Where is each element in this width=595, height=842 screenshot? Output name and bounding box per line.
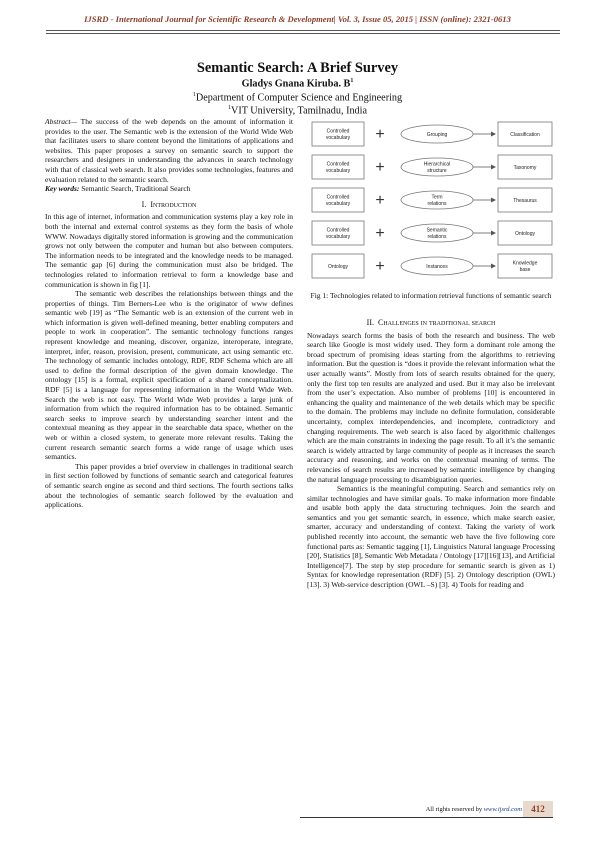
abstract-label: Abstract—	[45, 117, 78, 126]
department: Department of Computer Science and Engineering	[195, 92, 403, 104]
figure-right-label: Taxonomy	[513, 164, 537, 171]
keywords-text: Semantic Search, Traditional Search	[79, 184, 191, 194]
page-number: 412	[523, 801, 553, 817]
section-number: II.	[366, 318, 374, 327]
section-heading-introduction	[45, 200, 293, 210]
keywords	[45, 184, 293, 194]
right-column	[307, 318, 555, 590]
figure-arrow-head	[491, 165, 496, 170]
author-superscript: 1	[350, 78, 354, 84]
figure-right-label: Classification	[510, 131, 540, 138]
paper-title: Semantic Search: A Brief Survey	[196, 60, 399, 76]
figure-plus: +	[375, 225, 385, 242]
figure-row	[312, 188, 552, 212]
figure-row	[312, 155, 552, 179]
figure-row	[312, 221, 552, 245]
figure-middle-label: Grouping	[426, 131, 448, 138]
section-title: Challenges in traditional search	[378, 318, 496, 327]
affiliation-university	[0, 105, 595, 116]
header-rule	[46, 30, 560, 31]
challenges-paragraph-1: Nowadays search forms the basis of both the research and business. The web search like Google is most widely used. They form a dominant role among the broad spectrum of promising ideas starting from the algorithms to retrieving information. But the question is “does it provide the relevant information what the user actually wants”. Mostly from lots of search results obtained for the query, only the first top ten results are analyzed and used. But it may also be irrelevant from the user’s expectation. Also number of problems [10] is encountered in enhancing the quality and maintenance of the web details which may be specific to the domain. The problems may include no definite formulation, considerable uncertainty, complex interdependencies, and incomplete, contradictory and changing requirements. The web search is also faced by algorithmic challenges which are the main constraints in indexing the page result. To all it’s the semantic search is widely attracted by large community of people as it increases the search accuracy and reasoning, and works on the contextual meaning of terms. The relevancies of search results are increased by semantic intelligence by changing the natural language processing to disambiguation queries.	[307, 330, 555, 484]
site-link[interactable]: www.ijsrd.com	[483, 806, 522, 813]
figure-right-label: Thesaurus	[513, 197, 537, 204]
figure-middle-label: Instances	[426, 263, 448, 270]
figure-technologies	[309, 118, 555, 286]
intro-paragraph-3: This paper provides a brief overview in challenges in traditional search in first section followed by functions of semantic search and categorical features of semantic search engine as second and third sections. The fourth sections talks about the technologies of semantic search followed by the evaluation and applications.	[45, 461, 293, 510]
challenges-paragraph-2: Semantics is the meaningful computing. Search and semantics rely on similar technologies and have similar goals. To make information more findable and usable both apply the data structuring techniques. Join the search and semantics and you get semantic search, in essence, which make search easier, smarter, accuracy and understanding of context. Taking the variety of work published recently into account, the semantic web have the five following core functional parts as: Semantic tagging [1], Linguistics Natural language Processing [20], Statistics [8], Semantic Web Metadata / Ontology [17][16][13], and Artificial Intelligence[7]. The step by step procedure for semantic search is given as 1) Syntax for knowledge representation (RDF) [5]. 2) Ontology description (OWL) [13]. 3) Web-service description (OWL –S) [3]. 4) Tools for reading and	[307, 484, 555, 590]
figure-middle-label: Term relations	[427, 194, 447, 207]
figure-plus: +	[375, 126, 385, 143]
keywords-label: Key words:	[45, 184, 80, 194]
figure-middle-label: Semantic relations	[426, 227, 448, 240]
figure-left-label: Controlled vocabulary	[325, 161, 351, 174]
figure-arrow-head	[491, 198, 496, 203]
figure-arrow-head	[491, 264, 496, 269]
figure-left-label: Controlled vocabulary	[325, 128, 351, 141]
section-number: I.	[141, 199, 147, 209]
figure-plus: +	[375, 258, 385, 275]
figure-arrow-head	[491, 132, 496, 137]
figure-arrow-head	[491, 231, 496, 236]
header-rule-thin	[46, 33, 560, 34]
section-heading-challenges	[307, 318, 555, 328]
footer-rights	[300, 806, 522, 813]
abstract-text: The success of the web depends on the amount of information it provides to the user. The Semantic web is the extension of the World Wide Web that facilitates users to share content beyond the limitations of applications and websites. This paper proposes a survey on semantic search to support the researchers and designers in understanding the advances in search technology with that of classical web search. It also provides some technologies, features and evaluation related to the semantic search.	[45, 117, 293, 184]
rights-text: All rights reserved by	[425, 806, 484, 813]
footer-rule	[300, 817, 553, 818]
figure-row	[312, 254, 552, 278]
uni-superscript: 1	[227, 105, 231, 111]
author-line	[0, 78, 595, 89]
author-name: Gladys Gnana Kiruba. B	[241, 78, 351, 90]
figure-right-label: Ontology	[514, 230, 536, 237]
figure-middle-label: Hierarchical structure	[423, 161, 451, 174]
figure-left-label: Controlled vocabulary	[325, 194, 351, 207]
running-head: IJSRD - International Journal for Scientific Research & Development| Vol. 3, Issue 05, 2015 | ISSN (online): 2321-0613	[84, 14, 511, 24]
section-title: Introduction	[150, 199, 197, 209]
intro-paragraph-2: The semantic web describes the relationships between things and the properties of things. Tim Berners-Lee who is the originator of www defines semantic web [19] as “The Semantic web is an extension of the current web in which information is given well-defined meaning, better enabling computers and people to work in cooperation”. The semantic technology functions ranges represent knowledge and meaning, discover, organize, interoperate, integrate, interpret, infer, reason, provision, present, communicate, act using semantic etc. The technology of semantic includes ontology, RDF, RDF Schema which are all used to define the formal description of the given domain knowledge. The ontology [15] is a formal, explicit specification of a shared conceptualization. RDF [5] is a language for representing information in the World Wide Web. Search the web is not easy. The World Wide Web provides a large junk of information from which the required information has to be obtained. Semantic search seeks to improve search by understanding searcher intent and the contextual meaning as they appear in the searchable data space, whether on the web or within a closed system, to generate more relevant results. Taking the current research semantic search forms a wide range of usage which uses semantics.	[45, 289, 293, 462]
dept-superscript: 1	[192, 92, 196, 98]
figure-left-label: Ontology	[327, 263, 349, 270]
figure-caption: Fig 1: Technologies related to information retrieval functions of semantic search	[310, 291, 552, 300]
figure-plus: +	[375, 192, 385, 209]
affiliation-department	[0, 92, 595, 103]
university: VIT University, Tamilnadu, India	[230, 105, 368, 117]
abstract	[45, 117, 293, 184]
left-column	[45, 117, 293, 510]
figure-row	[312, 122, 552, 146]
figure-plus: +	[375, 159, 385, 176]
figure-left-label: Controlled vocabulary	[325, 227, 351, 240]
intro-paragraph-1: In this age of internet, information and communication systems play a key role in both the internal and external control systems as they form the basis of whole WWW. Nowadays digitally stored information is growing and the communication grows not only between the computer and human but also between computers. The information needs to be integrated and the knowledge needs to be managed. The semantic gap [6] during the communication must also be bridged. The technologies related to information retrieval to form a knowledge base and communication is shown in fig [1].	[45, 212, 293, 289]
figure-right-label: Knowledge base	[512, 260, 538, 273]
